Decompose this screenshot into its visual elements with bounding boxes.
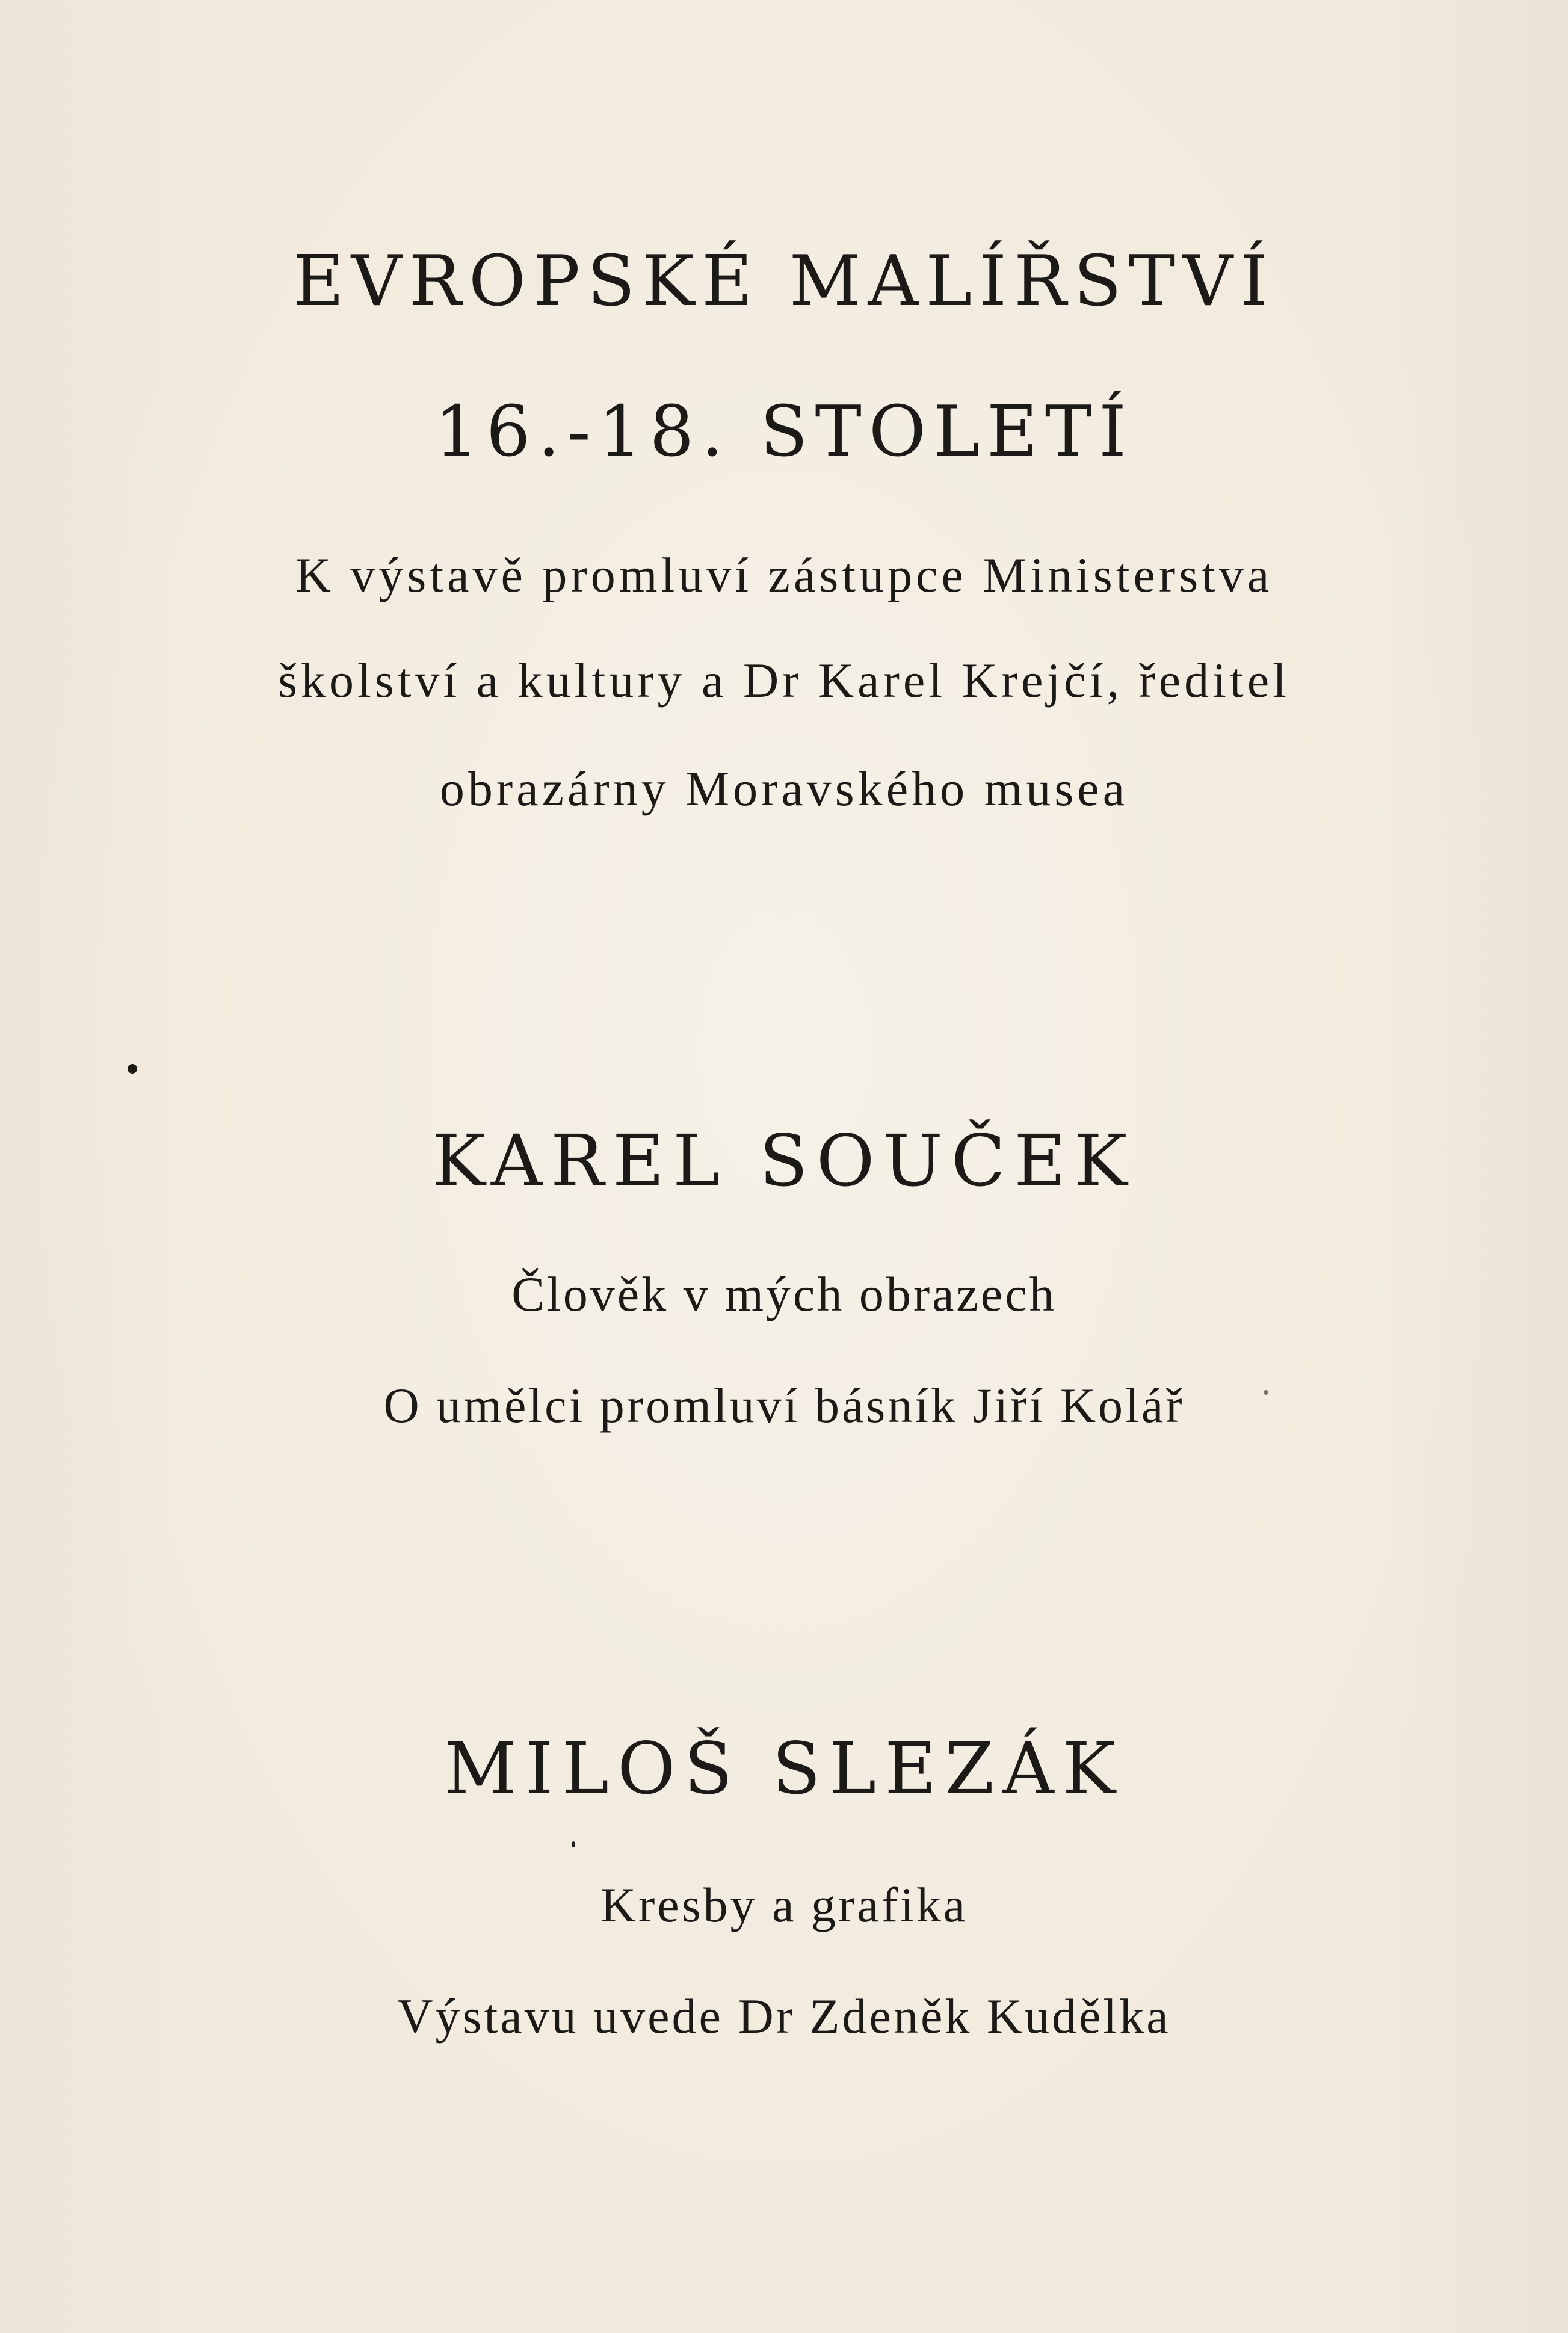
ink-speck	[572, 1841, 575, 1847]
artist-name-slezak: MILOŠ SLEZÁK	[444, 1727, 1124, 1810]
artist-name-soucek: KAREL SOUČEK	[432, 1119, 1136, 1202]
exhibition-text-line-3: obrazárny Moravského musea	[439, 761, 1129, 816]
ink-speck	[1264, 1390, 1268, 1395]
ink-speck	[128, 1064, 137, 1074]
soucek-subtitle: Člověk v mých obrazech	[511, 1267, 1057, 1321]
exhibition-text-line-1: K výstavě promluví zástupce Ministerstva	[295, 548, 1273, 602]
soucek-speaker: O umělci promluví básník Jiří Kolář	[383, 1378, 1185, 1433]
exhibition-text-line-2: školství a kultury a Dr Karel Krejčí, ředitel	[278, 653, 1290, 708]
slezak-speaker: Výstavu uvede Dr Zdeněk Kudělka	[397, 1989, 1171, 2044]
exhibition-title-line-1: EVROPSKÉ MALÍŘSTVÍ	[293, 241, 1275, 322]
slezak-subtitle: Kresby a grafika	[600, 1877, 968, 1932]
exhibition-title-line-2: 16.-18. STOLETÍ	[434, 391, 1134, 472]
